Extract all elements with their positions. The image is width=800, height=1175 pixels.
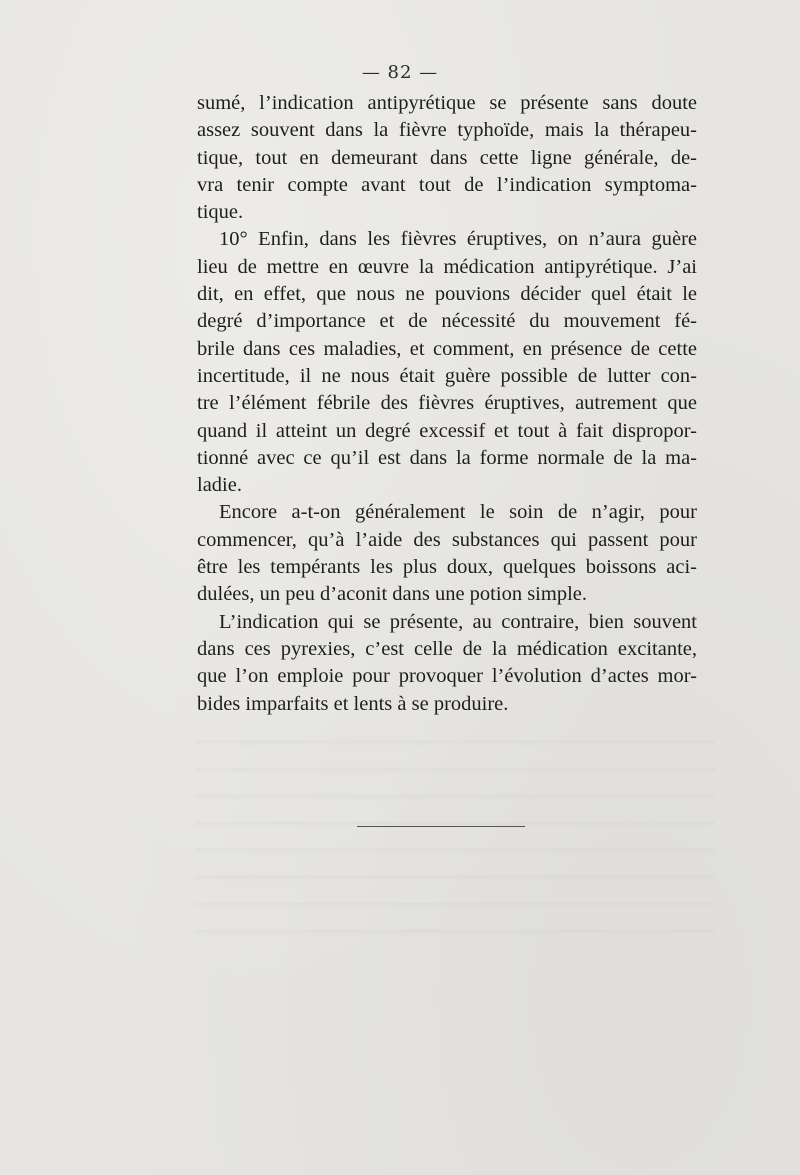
text-line: dulées, un peu d’aconit dans une potion simple.	[197, 583, 587, 606]
text-line: tique, tout en demeurant dans cette ligne générale, de-	[197, 146, 697, 169]
text-line: quand il atteint un degré excessif et tout à fait dispropor-	[197, 419, 697, 442]
text-line: tique.	[197, 201, 244, 224]
text-line: que l’on emploie pour provoquer l’évolution d’actes mor-	[197, 665, 697, 688]
text-line: Encore a-t-on généralement le soin de n’agir, pour	[219, 501, 697, 524]
text-line: vra tenir compte avant tout de l’indication symptoma-	[197, 173, 697, 196]
text-line: tionné avec ce qu’il est dans la forme normale de la ma-	[197, 446, 697, 469]
text-line: tre l’élément fébrile des fièvres éruptives, autrement que	[197, 392, 697, 415]
text-line: commencer, qu’à l’aide des substances qui passent pour	[197, 528, 697, 551]
text-line: incertitude, il ne nous était guère possible de lutter con-	[197, 364, 697, 387]
text-line: assez souvent dans la fièvre typhoïde, mais la thérapeu-	[197, 119, 697, 142]
text-line: degré d’importance et de nécessité du mouvement fé-	[197, 310, 697, 333]
body-text	[197, 90, 697, 718]
text-line: lieu de mettre en œuvre la médication antipyrétique. J’ai	[197, 255, 697, 278]
show-through-texture	[195, 720, 715, 950]
text-line: bides imparfaits et lents à se produire.	[197, 692, 509, 715]
text-line: 10° Enfin, dans les fièvres éruptives, on n’aura guère	[219, 228, 697, 251]
text-line: dans ces pyrexies, c’est celle de la médication excitante,	[197, 637, 697, 660]
text-line: L’indication qui se présente, au contraire, bien souvent	[219, 610, 697, 633]
text-line: ladie.	[197, 474, 242, 497]
text-line: sumé, l’indication antipyrétique se présente sans doute	[197, 92, 697, 114]
text-line: brile dans ces maladies, et comment, en présence de cette	[197, 337, 697, 360]
end-rule	[357, 826, 525, 827]
page-number: — 82 —	[361, 62, 439, 83]
text-line: dit, en effet, que nous ne pouvions décider quel était le	[197, 283, 697, 306]
text-line: être les tempérants les plus doux, quelques boissons aci-	[197, 556, 697, 579]
